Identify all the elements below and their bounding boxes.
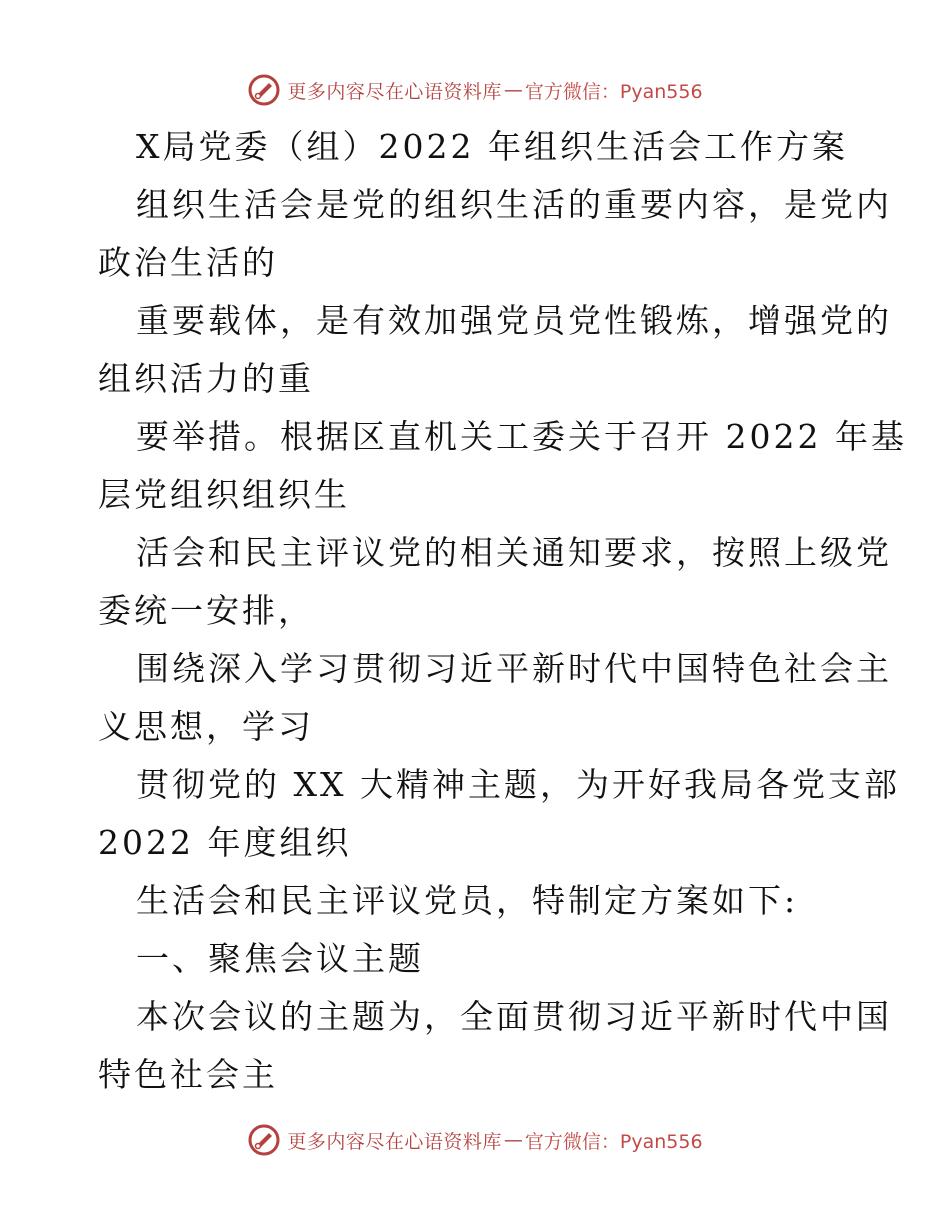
- text-line: 政治生活的: [98, 243, 278, 282]
- text-line: 活会和民主评议党的相关通知要求，按照上级党: [136, 533, 892, 572]
- watermark-text: 更多内容尽在心语资料库: [287, 80, 502, 103]
- text-line: 要举措。根据区直机关工委关于召开 2022 年基: [136, 417, 907, 456]
- text-line: 围绕深入学习贯彻习近平新时代中国特色社会主: [136, 649, 892, 688]
- text-line: 生活会和民主评议党员，特制定方案如下:: [136, 881, 799, 920]
- document-body: [98, 118, 907, 1104]
- text-line: 组织生活会是党的组织生活的重要内容，是党内: [136, 185, 892, 224]
- text-line: 贯彻党的 XX 大精神主题，为开好我局各党支部: [136, 765, 900, 804]
- text-line: 委统一安排，: [98, 591, 314, 630]
- text-line: 特色社会主: [98, 1055, 278, 1094]
- watermark-suffix: 官方微信：Pyan556: [524, 80, 703, 103]
- header-watermark: [0, 70, 950, 110]
- text-line: 组织活力的重: [98, 359, 314, 398]
- watermark-dash: —: [503, 79, 523, 101]
- footer-watermark: [0, 1120, 950, 1160]
- text-line: 重要载体，是有效加强党员党性锻炼，增强党的: [136, 301, 892, 340]
- text-line: 本次会议的主题为，全面贯彻习近平新时代中国: [136, 997, 892, 1036]
- brand-logo-icon: [247, 73, 281, 107]
- text-line: 义思想，学习: [98, 707, 314, 746]
- document-title: X局党委（组）2022 年组织生活会工作方案: [136, 127, 848, 166]
- text-line: 层党组织组织生: [98, 475, 350, 514]
- brand-logo-icon: [247, 1123, 281, 1157]
- watermark-text: 更多内容尽在心语资料库: [287, 1130, 502, 1153]
- text-line: 2022 年度组织: [98, 823, 352, 862]
- watermark-dash: —: [503, 1129, 523, 1151]
- section-heading: 一、聚焦会议主题: [136, 939, 424, 978]
- watermark-suffix: 官方微信：Pyan556: [524, 1130, 703, 1153]
